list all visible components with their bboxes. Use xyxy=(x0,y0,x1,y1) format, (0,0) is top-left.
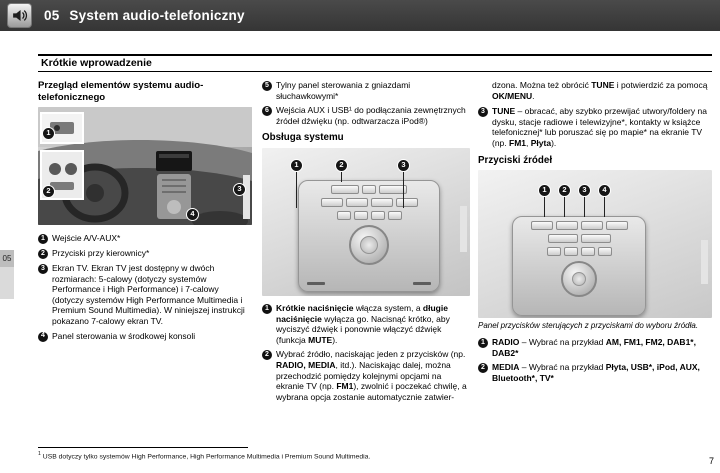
page-number: 7 xyxy=(708,456,714,466)
speaker-icon xyxy=(7,3,32,28)
item-number-badge: 1 xyxy=(478,338,488,348)
footnote xyxy=(38,451,598,460)
column-system-operation xyxy=(262,80,470,406)
footnote-text: USB dotyczy tylko systemów High Performance, High Performance Multimedia i Premium Sound Multimedia. xyxy=(42,453,371,461)
panel-button xyxy=(346,198,368,207)
item-number-badge: 1 xyxy=(262,304,272,314)
panel-button-row xyxy=(513,221,645,230)
item-text: Panel sterowania w środkowej konsoli xyxy=(52,330,196,341)
list-item xyxy=(262,80,470,101)
panel-button xyxy=(331,185,359,194)
callout-line xyxy=(604,197,605,217)
callout-line xyxy=(584,197,585,217)
list-item xyxy=(38,248,252,259)
photo-callout: 4 xyxy=(598,184,611,197)
list-item xyxy=(38,233,252,244)
panel-button xyxy=(321,198,343,207)
panel-button xyxy=(581,221,603,230)
system-operation-heading: Obsługa systemu xyxy=(262,132,344,144)
photo-credit-strip xyxy=(243,175,250,219)
panel-button xyxy=(581,247,595,256)
panel-button xyxy=(337,211,351,220)
item-text: Wejście A/V-AUX* xyxy=(52,233,121,243)
panel-button xyxy=(598,247,612,256)
item-number-badge: 2 xyxy=(38,249,48,259)
item-number-badge: 1 xyxy=(38,234,48,244)
panel-button xyxy=(371,211,385,220)
side-tab-label: 05 xyxy=(2,254,12,263)
list-item xyxy=(262,105,470,126)
item-number-badge: 3 xyxy=(478,107,488,117)
item-text: Ekran TV. Ekran TV jest dostępny w dwóch rozmiarach: 5-calowy (dotyczy systemów Performance i High Performance) i 7-calowy (dotyczy systemów High Performance Multimedia i Premium Sound Multimedia). W niniejszej instrukcji pokazano 7-calowy ekran TV. xyxy=(52,263,245,326)
footnote-marker: 1 xyxy=(38,451,41,457)
item-number-badge: 2 xyxy=(478,363,488,373)
photo-callout: 3 xyxy=(233,183,246,196)
panel-button-row xyxy=(299,185,439,194)
dashboard-photo xyxy=(38,107,252,225)
tune-dial xyxy=(349,225,389,265)
list-item xyxy=(38,331,252,342)
panel-button xyxy=(556,221,578,230)
column-overview xyxy=(38,80,252,346)
panel-button-row xyxy=(513,234,645,243)
section-title: Krótkie wprowadzenie xyxy=(41,57,152,69)
panel-button xyxy=(548,234,578,243)
callout-line xyxy=(544,197,545,217)
panel-button-row xyxy=(299,211,439,220)
item-number-badge: 5 xyxy=(262,81,272,91)
panel-button xyxy=(581,234,611,243)
list-item xyxy=(262,303,470,345)
overview-heading: Przegląd elementów systemu audio-telefonicznego xyxy=(38,80,204,103)
ok-menu-knob xyxy=(360,236,378,254)
chapter-header xyxy=(0,0,720,31)
panel-button xyxy=(371,198,393,207)
section-rule-bottom xyxy=(38,71,712,72)
chapter-side-tab-extension xyxy=(0,267,14,299)
section-rule-top xyxy=(38,54,712,56)
console-panel xyxy=(298,180,440,292)
item-number-badge: 4 xyxy=(38,332,48,342)
photo-callout: 1 xyxy=(290,159,303,172)
list-item xyxy=(38,263,252,327)
panel-button xyxy=(396,198,418,207)
source-buttons-heading: Przyciski źródeł xyxy=(478,154,553,166)
callout-line xyxy=(341,172,342,182)
column-source-buttons xyxy=(478,80,712,388)
continuation-text: dzona. Można też obrócić TUNE i potwierdzić za pomocą OK/MENU. xyxy=(492,80,708,101)
item-number-badge: 3 xyxy=(38,264,48,274)
console-photo-system xyxy=(262,148,470,296)
panel-button xyxy=(354,211,368,220)
console-panel xyxy=(512,216,646,316)
item-text: Tylny panel sterowania z gniazdami słuchawkowymi* xyxy=(276,80,411,101)
item-text: Wejścia AUX i USB¹ do podłączania zewnętrznych źródeł dźwięku (np. odtwarzacza iPod®) xyxy=(276,105,466,126)
callout-line xyxy=(403,172,404,208)
photo-callout: 1 xyxy=(42,127,55,140)
item-text: Wybrać źródło, naciskając jeden z przycisków (np. RADIO, MEDIA, itd.). Naciskając dalej, można przechodzić pomiędzy kolejnymi opcjami na ekranie TV (np. FM1), zwolnić i poczekać chwilę, a wybrana opcja zostanie automatycznie zatwier- xyxy=(276,349,467,402)
photo-callout: 3 xyxy=(397,159,410,172)
source-buttons-item-list xyxy=(478,337,712,383)
photo-callout: 3 xyxy=(578,184,591,197)
photo-credit-strip xyxy=(701,240,708,284)
panel-button-row xyxy=(299,198,439,207)
chapter-side-tab xyxy=(0,250,14,267)
photo-callout: 2 xyxy=(335,159,348,172)
item-text: Krótkie naciśnięcie włącza system, a długie naciśnięcie wyłącza go. Nacisnąć krótko, aby wyciszyć dźwięk i ponownie włączyć dźwięk (funkcja MUTE). xyxy=(276,302,450,345)
item-text: TUNE – obracać, aby szybko przewijać utwory/foldery na dysku, stacje radiowe i telewizyjne*, kontakty w książce telefonicznej* lub poruszać się po mapie* na ekranie TV (np. FM1, Płyta). xyxy=(492,106,707,148)
panel-button xyxy=(564,247,578,256)
list-item xyxy=(262,349,470,402)
callout-line xyxy=(296,172,297,208)
item-number-badge: 6 xyxy=(262,106,272,116)
overview-item-list xyxy=(38,233,252,342)
panel-button xyxy=(388,211,402,220)
chapter-number: 05 xyxy=(44,8,60,23)
list-item xyxy=(478,106,712,148)
footnote-rule xyxy=(38,447,248,448)
chapter-title: System audio-telefoniczny xyxy=(69,8,245,23)
list-item xyxy=(478,362,712,383)
panel-button xyxy=(362,185,376,194)
panel-button xyxy=(531,221,553,230)
photo-caption: Panel przycisków sterujących z przyciskami do wyboru źródła. xyxy=(478,321,699,331)
system-operation-item-list-continued xyxy=(478,106,712,148)
panel-button xyxy=(547,247,561,256)
system-operation-item-list xyxy=(262,303,470,402)
chapter-title-group xyxy=(44,0,245,31)
panel-button-row xyxy=(513,247,645,256)
list-item xyxy=(478,337,712,358)
ok-menu-knob xyxy=(572,272,586,286)
item-text: RADIO – Wybrać na przykład AM, FM1, FM2, DAB1*, DAB2* xyxy=(492,337,696,358)
photo-callout: 2 xyxy=(558,184,571,197)
photo-callout: 1 xyxy=(538,184,551,197)
photo-callout: 2 xyxy=(42,185,55,198)
item-text: Przyciski przy kierownicy* xyxy=(52,248,150,258)
tune-dial xyxy=(561,261,597,297)
photo-callout: 4 xyxy=(186,208,199,221)
photo-credit-strip xyxy=(460,206,467,252)
panel-button xyxy=(606,221,628,230)
callout-line xyxy=(564,197,565,217)
overview-item-list-continued xyxy=(262,80,470,126)
item-text: MEDIA – Wybrać na przykład Płyta, USB*, iPod, AUX, Bluetooth*, TV* xyxy=(492,362,700,383)
vent-slot xyxy=(413,282,431,285)
item-number-badge: 2 xyxy=(262,350,272,360)
vent-slot xyxy=(307,282,325,285)
console-photo-sources xyxy=(478,170,712,318)
